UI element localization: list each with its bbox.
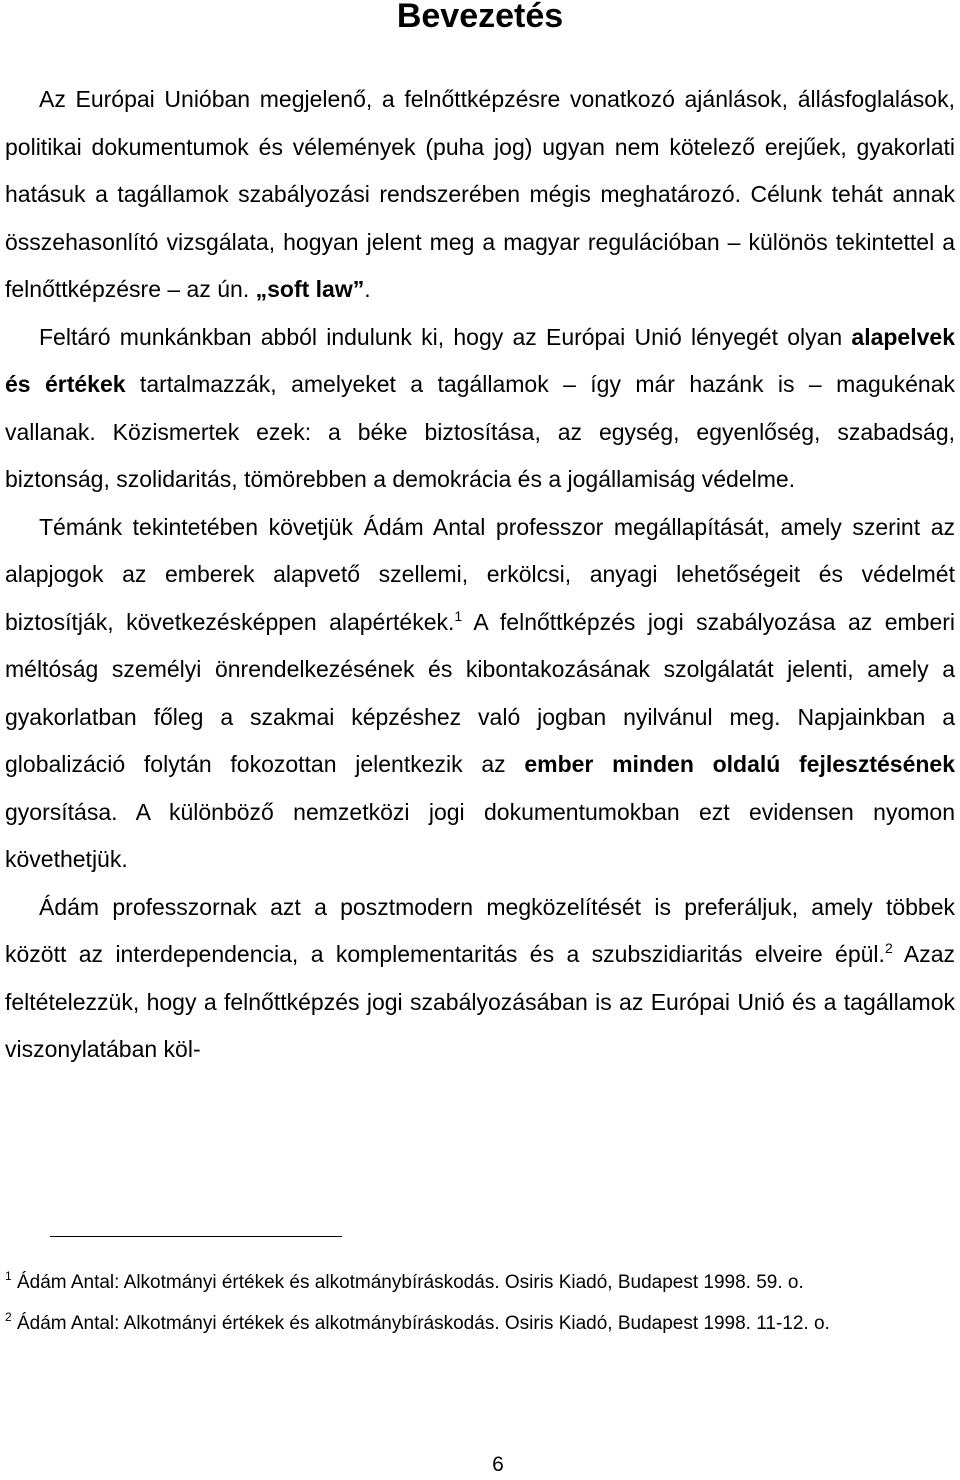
paragraph-2 <box>5 314 955 504</box>
body-text <box>5 76 955 1074</box>
footnote-number: 2 <box>5 1310 12 1324</box>
paragraph-2-text-1: Feltáró munkánkban abból indulunk ki, hogy az Európai Unió lényegét olyan <box>39 323 852 350</box>
footnote-1 <box>5 1262 955 1303</box>
page-title: Bevezetés <box>396 0 564 35</box>
paragraph-1-text-2: . <box>364 276 371 302</box>
paragraph-3-text-2: A felnőttképzés jogi szabályozása az emberi méltóság személyi önrendelkezésének és kibontakozásának szolgálatát jelenti, amely a gyakorlatban főleg a szakmai képzéshez való jogban nyilvánul meg. Napjainkban a globalizáció folytán fokozottan jelentkezik az <box>5 608 956 777</box>
principles-values-term: alapelvek és értékek <box>5 323 955 397</box>
human-development-term: ember minden oldalú fejlesztésének <box>524 751 956 777</box>
footnote-2 <box>5 1303 955 1344</box>
paragraph-4-text-1: Ádám professzornak azt a posztmodern megközelítését is preferáljuk, amely többek között az interdependencia, a komplementaritás és a szubszidiaritás elveire épül. <box>5 893 955 967</box>
paragraph-4 <box>5 884 955 1074</box>
paragraph-3-text-3: gyorsítása. A különböző nemzetközi jogi dokumentumokban ezt evidensen nyomon követhetjük. <box>5 798 955 872</box>
paragraph-3 <box>5 504 955 884</box>
paragraph-1-text-1: Az Európai Unióban megjelenő, a felnőttképzésre vonatkozó ajánlások, állásfoglalások, politikai dokumentumok és vélemények (puha jog) ugyan nem kötelező erejűek, gyakorlati hatásuk a tagállamok szabályozási rendszerében mégis meghatározó. Célunk tehát annak összehasonlító vizsgálata, hogyan jelent meg a magyar regulációban – különös tekintettel a felnőttképzésre – az ún. <box>5 86 955 302</box>
footnote-text: Ádám Antal: Alkotmányi értékek és alkotmánybíráskodás. Osiris Kiadó, Budapest 1998. 11-12. o. <box>11 1313 830 1334</box>
soft-law-term: „soft law” <box>255 276 365 302</box>
page-number: 6 <box>492 1453 504 1476</box>
paragraph-2-text-2: tartalmazzák, amelyeket a tagállamok – így már hazánk is – magukénak vallanak. Közismertek ezek: a béke biztosítása, az egység, egyenlőség, szabadság, biztonság, szolidaritás, tömörebben a demokrácia és a jogállamiság védelme. <box>5 371 955 492</box>
paragraph-1 <box>5 76 955 314</box>
footnote-ref-2[interactable]: 2 <box>884 940 893 956</box>
footnote-ref-1[interactable]: 1 <box>454 607 463 624</box>
paragraph-3-text-1: Témánk tekintetében követjük Ádám Antal professzor megállapítását, amely szerint az alapjogok az emberek alapvető szellemi, erkölcsi, anyagi lehetőségeit és védelmét biztosítják, következésképpen alapértékek. <box>5 513 955 635</box>
footnote-number: 1 <box>5 1269 12 1283</box>
footnote-text: Ádám Antal: Alkotmányi értékek és alkotmánybíráskodás. Osiris Kiadó, Budapest 1998. 59. o. <box>11 1272 804 1293</box>
paragraph-4-text-2: Azaz feltételezzük, hogy a felnőttképzés jogi szabályozásában is az Európai Unió és a tagállamok viszonylatában köl- <box>5 941 955 1062</box>
footnote-separator <box>50 1236 342 1237</box>
footnotes <box>5 1262 955 1344</box>
